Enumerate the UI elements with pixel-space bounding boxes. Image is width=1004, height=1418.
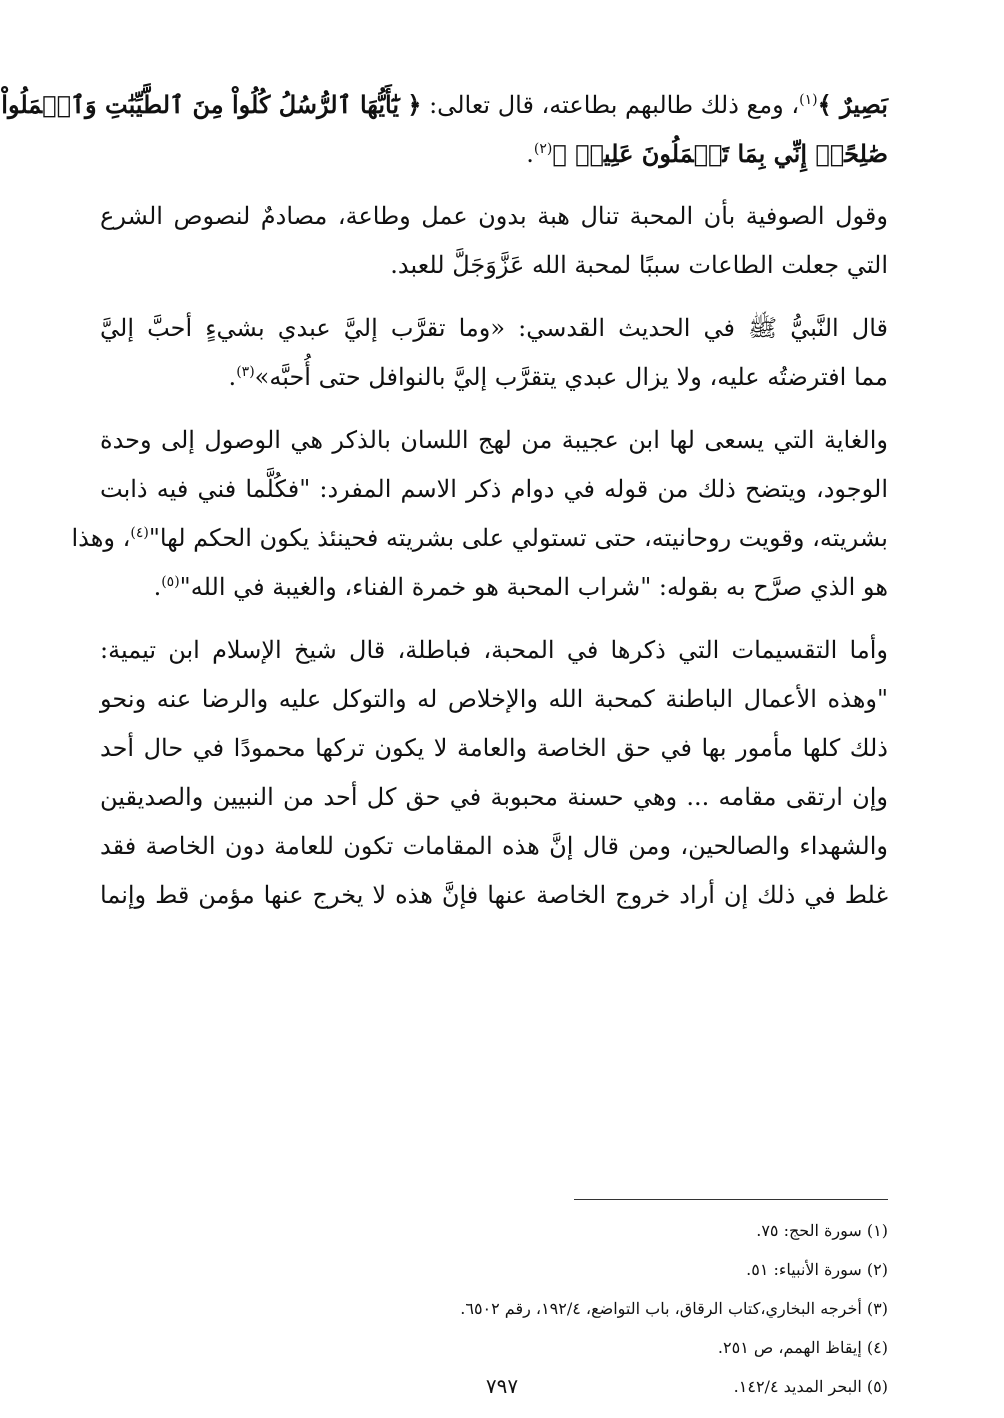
text-line: "وهذه الأعمال الباطنة كمحبة الله والإخلاص له والتوكل عليه والرضا عنه ونحو [100,685,888,713]
text-line: والشهداء والصالحين، ومن قال إنَّ هذه المقامات تكون للعامة دون الخاصة فقد [100,832,888,860]
footnote-ref[interactable]: (١) [799,92,818,108]
text-run: بشريته، وقويت روحانيته، حتى تستولي على بشريته فحينئذ يكون الحكم لها" [148,524,888,552]
text-line [71,514,888,563]
footnote-ref[interactable]: (٥) [161,574,180,590]
text-line: وإن ارتقى مقامه ... وهي حسنة محبوبة في حق كل أحد من النبيين والصديقين [100,783,888,811]
text-line: ذلك كلها مأمور بها في حق الخاصة والعامة لا يكون تركها محمودًا في حال أحد [100,734,888,762]
text-run: هو الذي صرَّح به بقوله: "شراب المحبة هو خمرة الفناء، والغيبة في الله" [179,573,888,601]
main-text [1,80,888,920]
text-line: قال النَّبيُّ ﷺ في الحديث القدسي: «وما تقرَّب إليَّ عبدي بشيءٍ أحبَّ إليَّ [100,314,888,342]
footnotes [300,1218,888,1413]
text-line [1,80,888,129]
text-line: التي جعلت الطاعات سببًا لمحبة الله عَزَّوَجَلَّ للعبد. [390,251,888,279]
footnote: (١) سورة الحج: ٧٥. [756,1221,888,1240]
text-line [100,129,888,178]
footnote-ref[interactable]: (٤) [130,525,149,541]
footnote-separator [574,1199,888,1200]
footnote: (٣) أخرجه البخاري،كتاب الرقاق، باب التواضع، ١٩٢/٤، رقم ٦٥٠٢. [460,1299,888,1318]
text-line [100,563,888,612]
text-line [100,353,888,402]
text-line: غلط في ذلك إن أراد خروج الخاصة عنها فإنَّ هذه لا يخرج عنها مؤمن قط وإنما [100,881,888,909]
footnote-ref[interactable]: (٣) [236,364,255,380]
quran-verse: بَصِيرٌ ﴾ [817,90,888,119]
footnote: (٥) البحر المديد ١٤٢/٤. [733,1377,888,1396]
text-line: وقول الصوفية بأن المحبة تنال هبة بدون عمل وطاعة، مصادمٌ لنصوص الشرع [100,202,888,230]
text-line: الوجود، ويتضح ذلك من قوله في دوام ذكر الاسم المفرد: "فكُلَّما فني فيه ذابت [100,475,888,503]
text-run: ، وهذا [71,524,131,552]
quran-verse: صَٰلِحًاۖ إِنِّي بِمَا تَعۡمَلُونَ عَلِيمٞ ﴾ [552,139,888,168]
footnote-ref[interactable]: (٢) [533,141,553,157]
text-run: . [228,363,237,391]
page-number: ٧٩٧ [485,1374,519,1398]
text-run: مما افترضتُه عليه، ولا يزال عبدي يتقرَّب إليَّ بالنوافل حتى أُحبَّه» [254,363,888,391]
quran-verse: ﴿ يَٰٓأَيُّهَا ٱلرُّسُلُ كُلُواْ مِنَ ٱلطَّيِّبَٰتِ وَٱعۡمَلُواْ [1,90,422,119]
text-run: ، ومع ذلك طالبهم بطاعته، قال تعالى: [421,91,800,119]
text-line: والغاية التي يسعى لها ابن عجيبة من لهج اللسان بالذكر هي الوصول إلى وحدة [100,426,888,454]
footnote: (٢) سورة الأنبياء: ٥١. [746,1260,888,1279]
text-run: . [526,140,534,168]
footnote: (٤) إيقاظ الهمم، ص ٢٥١. [717,1338,888,1357]
text-run: . [153,573,162,601]
text-line: وأما التقسيمات التي ذكرها في المحبة، فباطلة، قال شيخ الإسلام ابن تيمية: [100,636,888,664]
